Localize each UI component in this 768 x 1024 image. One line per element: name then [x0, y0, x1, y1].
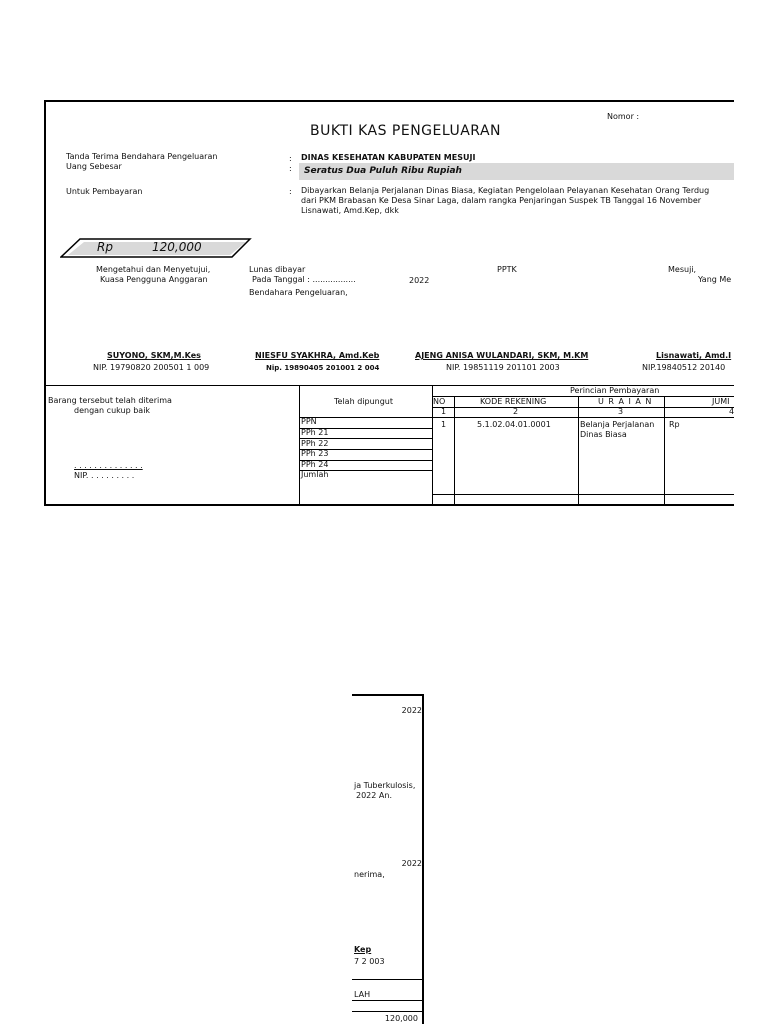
fragment-top-border: [352, 694, 424, 696]
fragment-lah: LAH: [354, 990, 371, 999]
row-no: 1: [441, 420, 447, 429]
fragment-line: [352, 1000, 422, 1001]
fragment-year-top: 2022: [401, 706, 422, 715]
tax-pph24: PPh 24: [301, 460, 329, 469]
signer-4-name: Lisnawati, Amd.I: [656, 351, 732, 360]
perincian-col: [578, 396, 579, 505]
mesuji-label: Mesuji,: [668, 265, 697, 274]
lunas-label: Lunas dibayar: [249, 265, 306, 274]
fragment-year-mid: 2022: [401, 859, 422, 868]
signer-2-name: NIESFU SYAKHRA, Amd.Keb: [255, 351, 380, 360]
fragment-right-border: [422, 694, 424, 1024]
perincian-label: Perincian Pembayaran: [570, 386, 660, 395]
terbilang-text: Seratus Dua Puluh Ribu Rupiah: [304, 166, 462, 176]
rp-label: Rp: [97, 240, 113, 254]
perincian-line: [432, 396, 734, 397]
untuk-pembayaran-label: Untuk Pembayaran: [66, 187, 143, 196]
col-kode-header: KODE REKENING: [480, 397, 547, 406]
mengetahui-label: Mengetahui dan Menyetujui,: [96, 265, 211, 274]
signer-3-name: AJENG ANISA WULANDARI, SKM, M.KM: [415, 351, 589, 360]
barang-line-2: dengan cukup baik: [74, 406, 151, 415]
tax-pph21: PPh 21: [301, 428, 329, 437]
telah-dipungut-label: Telah dipungut: [334, 397, 393, 406]
col-number-2: 2: [513, 407, 519, 416]
perincian-line: [432, 494, 734, 495]
colon: :: [289, 187, 292, 196]
row-uraian-line-2: Dinas Biasa: [580, 430, 627, 439]
col-number-1: 1: [441, 407, 447, 416]
pada-tanggal-label: Pada Tanggal : .................: [252, 275, 356, 284]
perincian-line: [432, 417, 734, 418]
dinas-name: DINAS KESEHATAN KABUPATEN MESUJI: [301, 153, 476, 162]
row-kode-rekening: 5.1.02.04.01.0001: [477, 420, 551, 429]
tax-jumlah: Jumlah: [301, 470, 329, 479]
colon: :: [289, 154, 292, 163]
fragment-kep: Kep: [354, 945, 372, 954]
pembayaran-line-2: dari PKM Brabasan Ke Desa Sinar Laga, dalam rangka Penjaringan Suspek TB Tanggal 16 November: [301, 196, 702, 205]
form-left-border: [44, 100, 46, 506]
fragment-year-an: 2022 An.: [356, 791, 392, 800]
signer-1-nip: NIP. 19790820 200501 1 009: [93, 363, 210, 372]
year-label: 2022: [409, 276, 430, 285]
receiver-nip: NIP. . . . . . . . . .: [74, 471, 135, 480]
signer-2-nip: Nip. 19890405 201001 2 004: [266, 364, 380, 372]
terbilang-box: [299, 163, 734, 180]
tax-col-left: [299, 386, 300, 505]
pembayaran-line-3: Lisnawati, Amd.Kep, dkk: [301, 206, 399, 215]
tax-ppn: PPN: [301, 417, 317, 426]
yang-me-label: Yang Me: [698, 275, 732, 284]
col-number-4: 4: [729, 407, 735, 416]
pptk-label: PPTK: [497, 265, 517, 274]
col-jumlah-header: JUMI: [712, 397, 730, 406]
kuasa-label: Kuasa Pengguna Anggaran: [100, 275, 208, 284]
form-top-border: [44, 100, 734, 102]
nomor-label: Nomor :: [607, 112, 640, 121]
col-no-header: NO: [433, 397, 446, 406]
perincian-col: [454, 396, 455, 505]
page-title: BUKTI KAS PENGELUARAN: [310, 123, 502, 139]
signer-3-nip: NIP. 19851119 201101 2003: [446, 363, 560, 372]
tax-pph22: PPh 22: [301, 439, 329, 448]
pembayaran-description: [301, 186, 734, 216]
form-bottom-border: [44, 504, 734, 506]
fragment-total: 120,000: [384, 1014, 418, 1023]
amount-value: 120,000: [152, 240, 202, 254]
row-rp: Rp: [669, 420, 680, 429]
receiver-signature-dots: . . . . . . . . . . . . . .: [74, 461, 143, 470]
signer-1-name: SUYONO, SKM,M.Kes: [107, 351, 201, 360]
signer-4-nip: NIP.19840512 20140: [642, 363, 726, 372]
perincian-line: [432, 407, 734, 408]
perincian-col: [664, 396, 665, 505]
tax-pph23: PPh 23: [301, 449, 329, 458]
fragment-nip: 7 2 003: [354, 957, 385, 966]
barang-line-1: Barang tersebut telah diterima: [48, 396, 172, 405]
tax-line: [299, 417, 433, 418]
colon: :: [289, 164, 292, 173]
col-uraian-header: U R A I A N: [598, 397, 653, 406]
fragment-line: [352, 1011, 422, 1012]
fragment-nerima: nerima,: [354, 870, 385, 879]
tanda-terima-label: Tanda Terima Bendahara Pengeluaran: [66, 152, 218, 161]
uang-sebesar-label: Uang Sebesar: [66, 162, 122, 171]
col-number-3: 3: [618, 407, 624, 416]
fragment-line: [352, 979, 422, 980]
row-uraian-line-1: Belanja Perjalanan: [580, 420, 655, 429]
fragment-tuberkulosis: ja Tuberkulosis,: [354, 781, 416, 790]
pembayaran-line-1: Dibayarkan Belanja Perjalanan Dinas Biasa, Kegiatan Pengelolaan Pelayanan Kesehatan Orang Terdug: [301, 186, 710, 195]
bendahara-label: Bendahara Pengeluaran,: [249, 288, 348, 297]
